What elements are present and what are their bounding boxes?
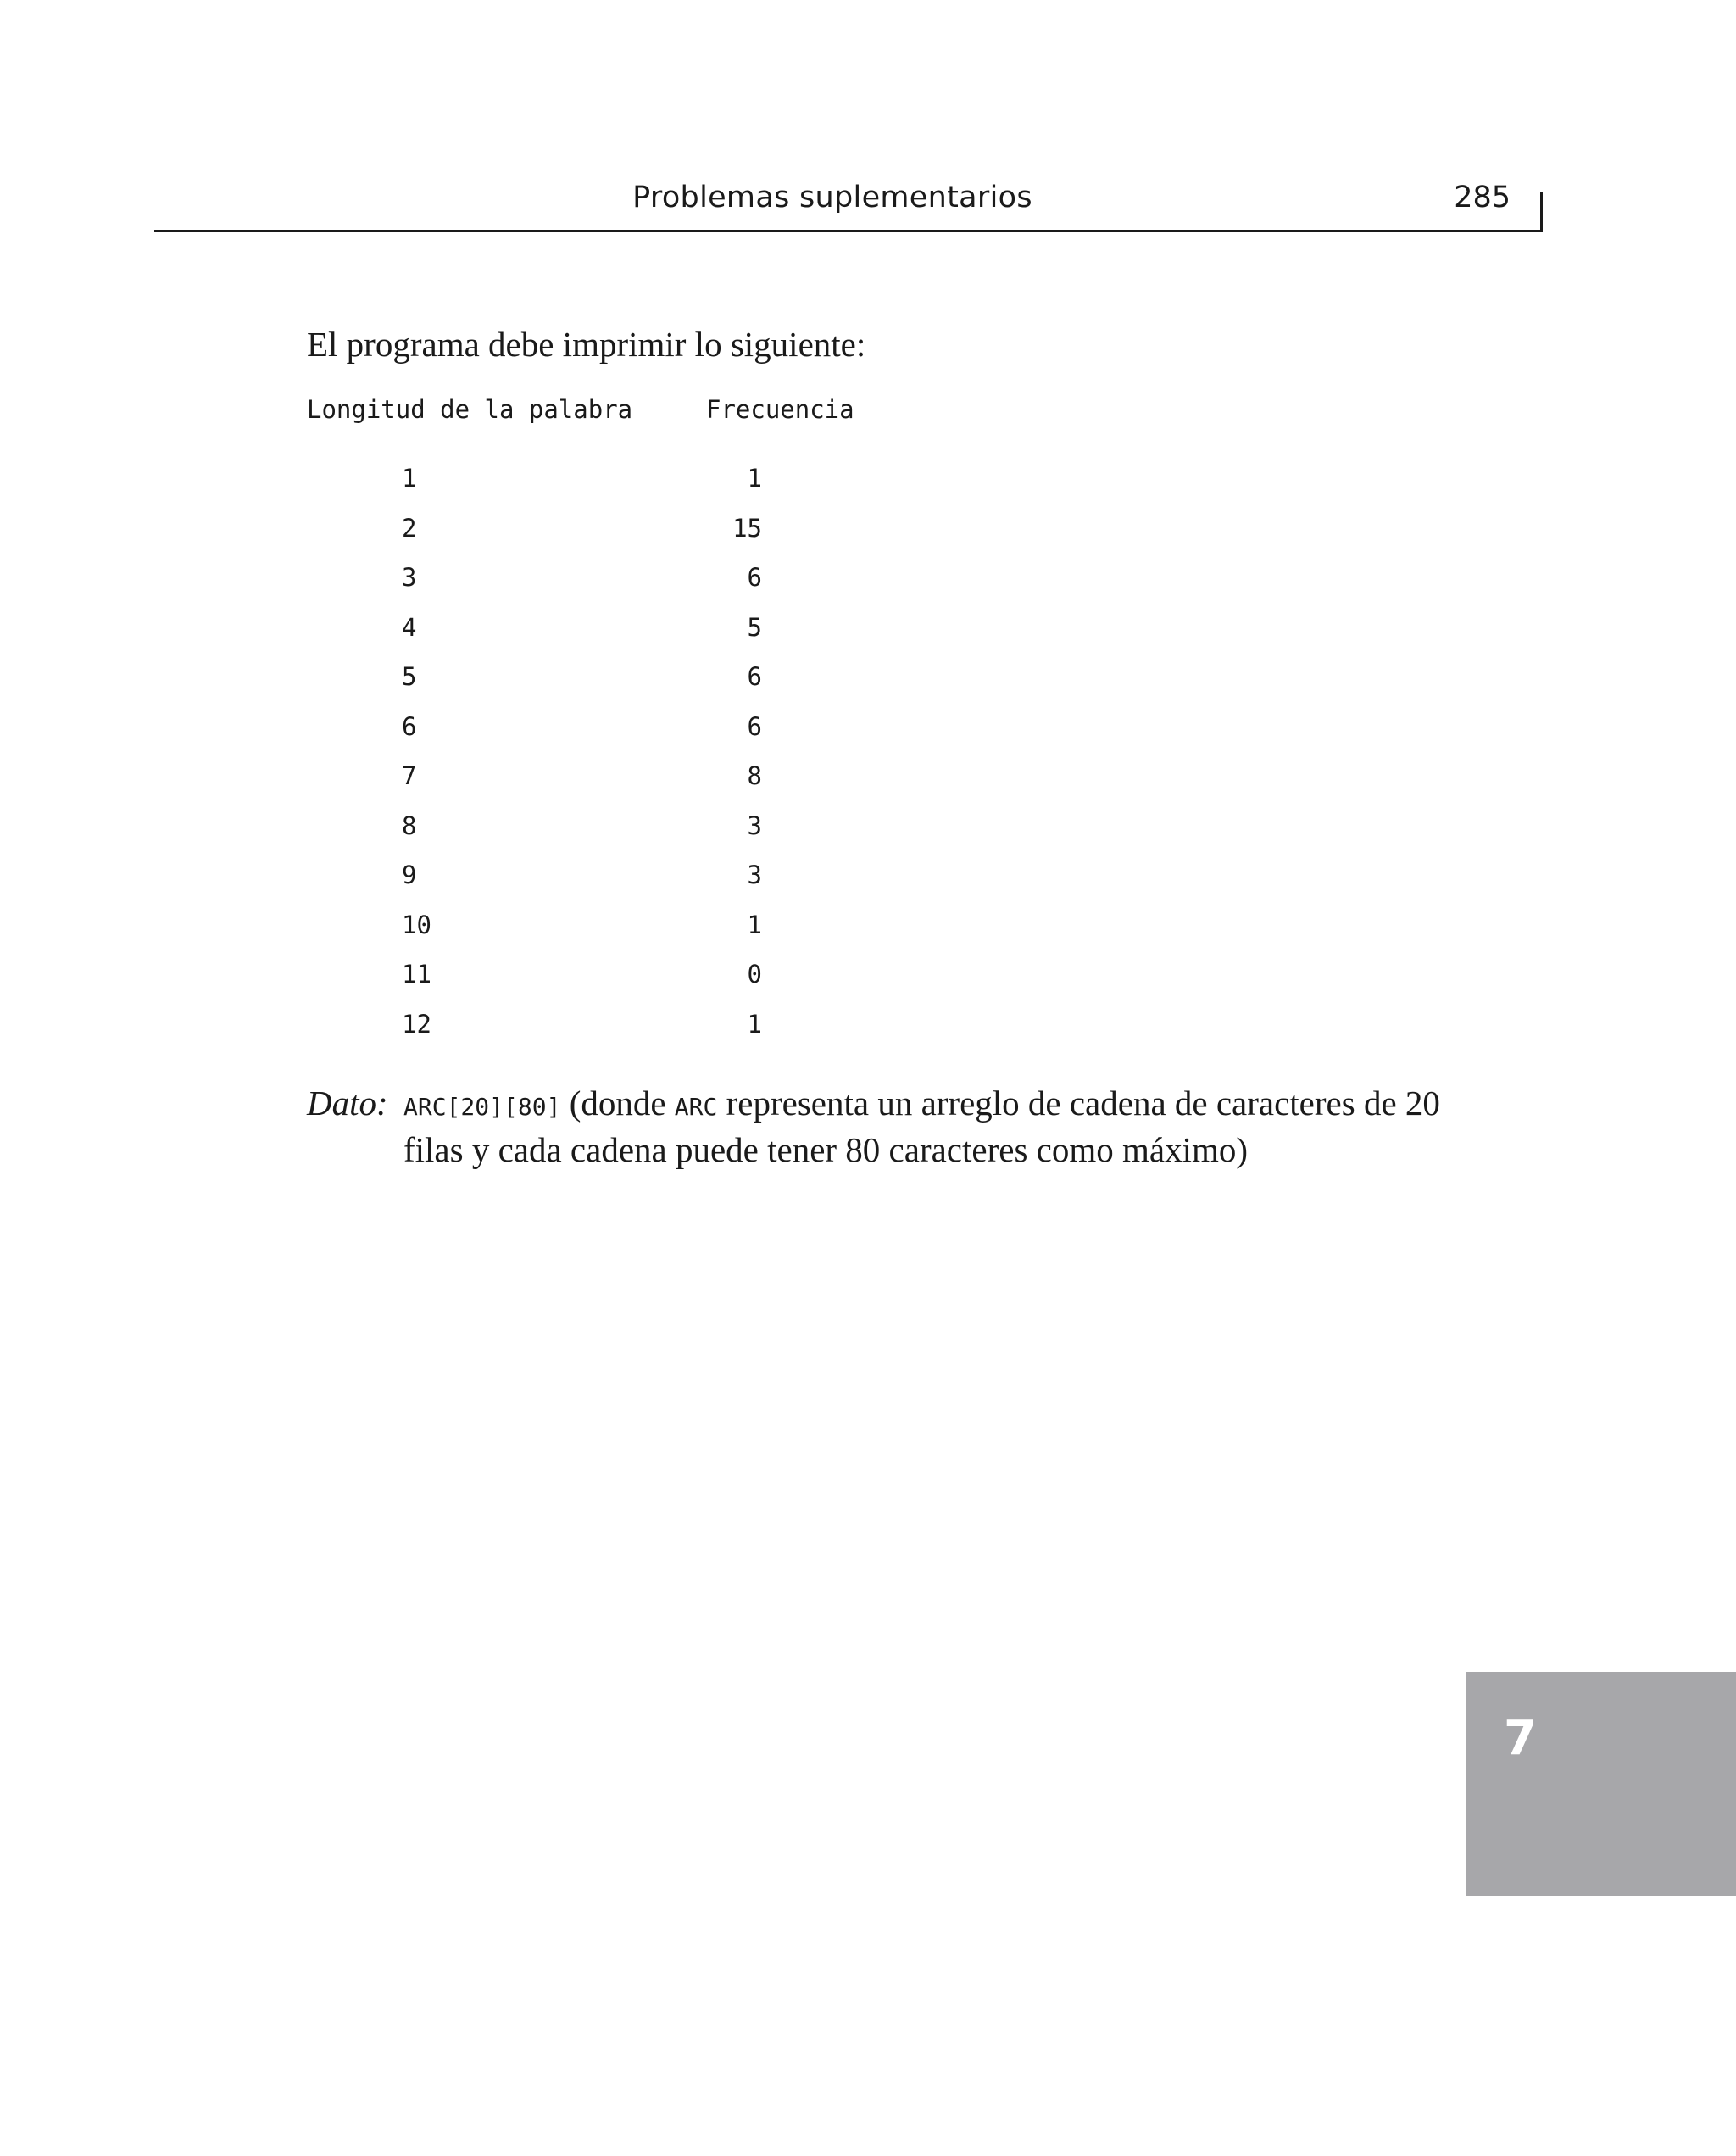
page-number: 285 [1454,181,1511,214]
cell-frequency: 8 [747,761,762,790]
code-array-name: ARC [674,1093,718,1121]
cell-length: 1 [402,464,417,493]
cell-length: 10 [402,910,431,939]
code-declaration: ARC[20][80] [403,1093,561,1121]
running-title: Problemas suplementarios [632,181,1032,214]
cell-length: 7 [402,761,417,790]
column-header-frequency: Frecuencia [706,395,854,424]
cell-length: 5 [402,662,417,691]
cell-length: 3 [402,563,417,592]
cell-frequency: 0 [747,960,762,989]
cell-frequency: 15 [732,513,762,543]
cell-frequency: 1 [747,464,762,493]
note-text-part: representa un arreglo de cadena de caracteres de 20 filas y cada cadena puede tener 80 caracteres como máximo) [403,1084,1440,1169]
cell-length: 4 [402,612,417,642]
hint-note [307,1082,1443,1172]
running-header [154,174,1543,232]
cell-length: 9 [402,861,417,889]
intro-text: El programa debe imprimir lo siguiente: [307,325,866,364]
chapter-number: 7 [1504,1711,1537,1766]
note-body [403,1082,1443,1172]
note-label: Dato: [307,1084,388,1123]
header-tick [1540,192,1543,231]
cell-length: 8 [402,811,417,840]
cell-frequency: 3 [747,861,762,889]
column-header-length: Longitud de la palabra [307,395,633,424]
chapter-tab [1466,1672,1736,1896]
cell-length: 11 [402,960,431,989]
cell-frequency: 6 [747,711,762,741]
cell-length: 6 [402,711,417,741]
cell-frequency: 3 [747,811,762,840]
cell-frequency: 5 [747,612,762,642]
cell-length: 2 [402,513,417,543]
cell-length: 12 [402,1009,431,1039]
cell-frequency: 1 [747,910,762,939]
cell-frequency: 6 [747,563,762,592]
cell-frequency: 6 [747,662,762,691]
cell-frequency: 1 [747,1009,762,1039]
note-text-part: (donde [560,1084,675,1123]
